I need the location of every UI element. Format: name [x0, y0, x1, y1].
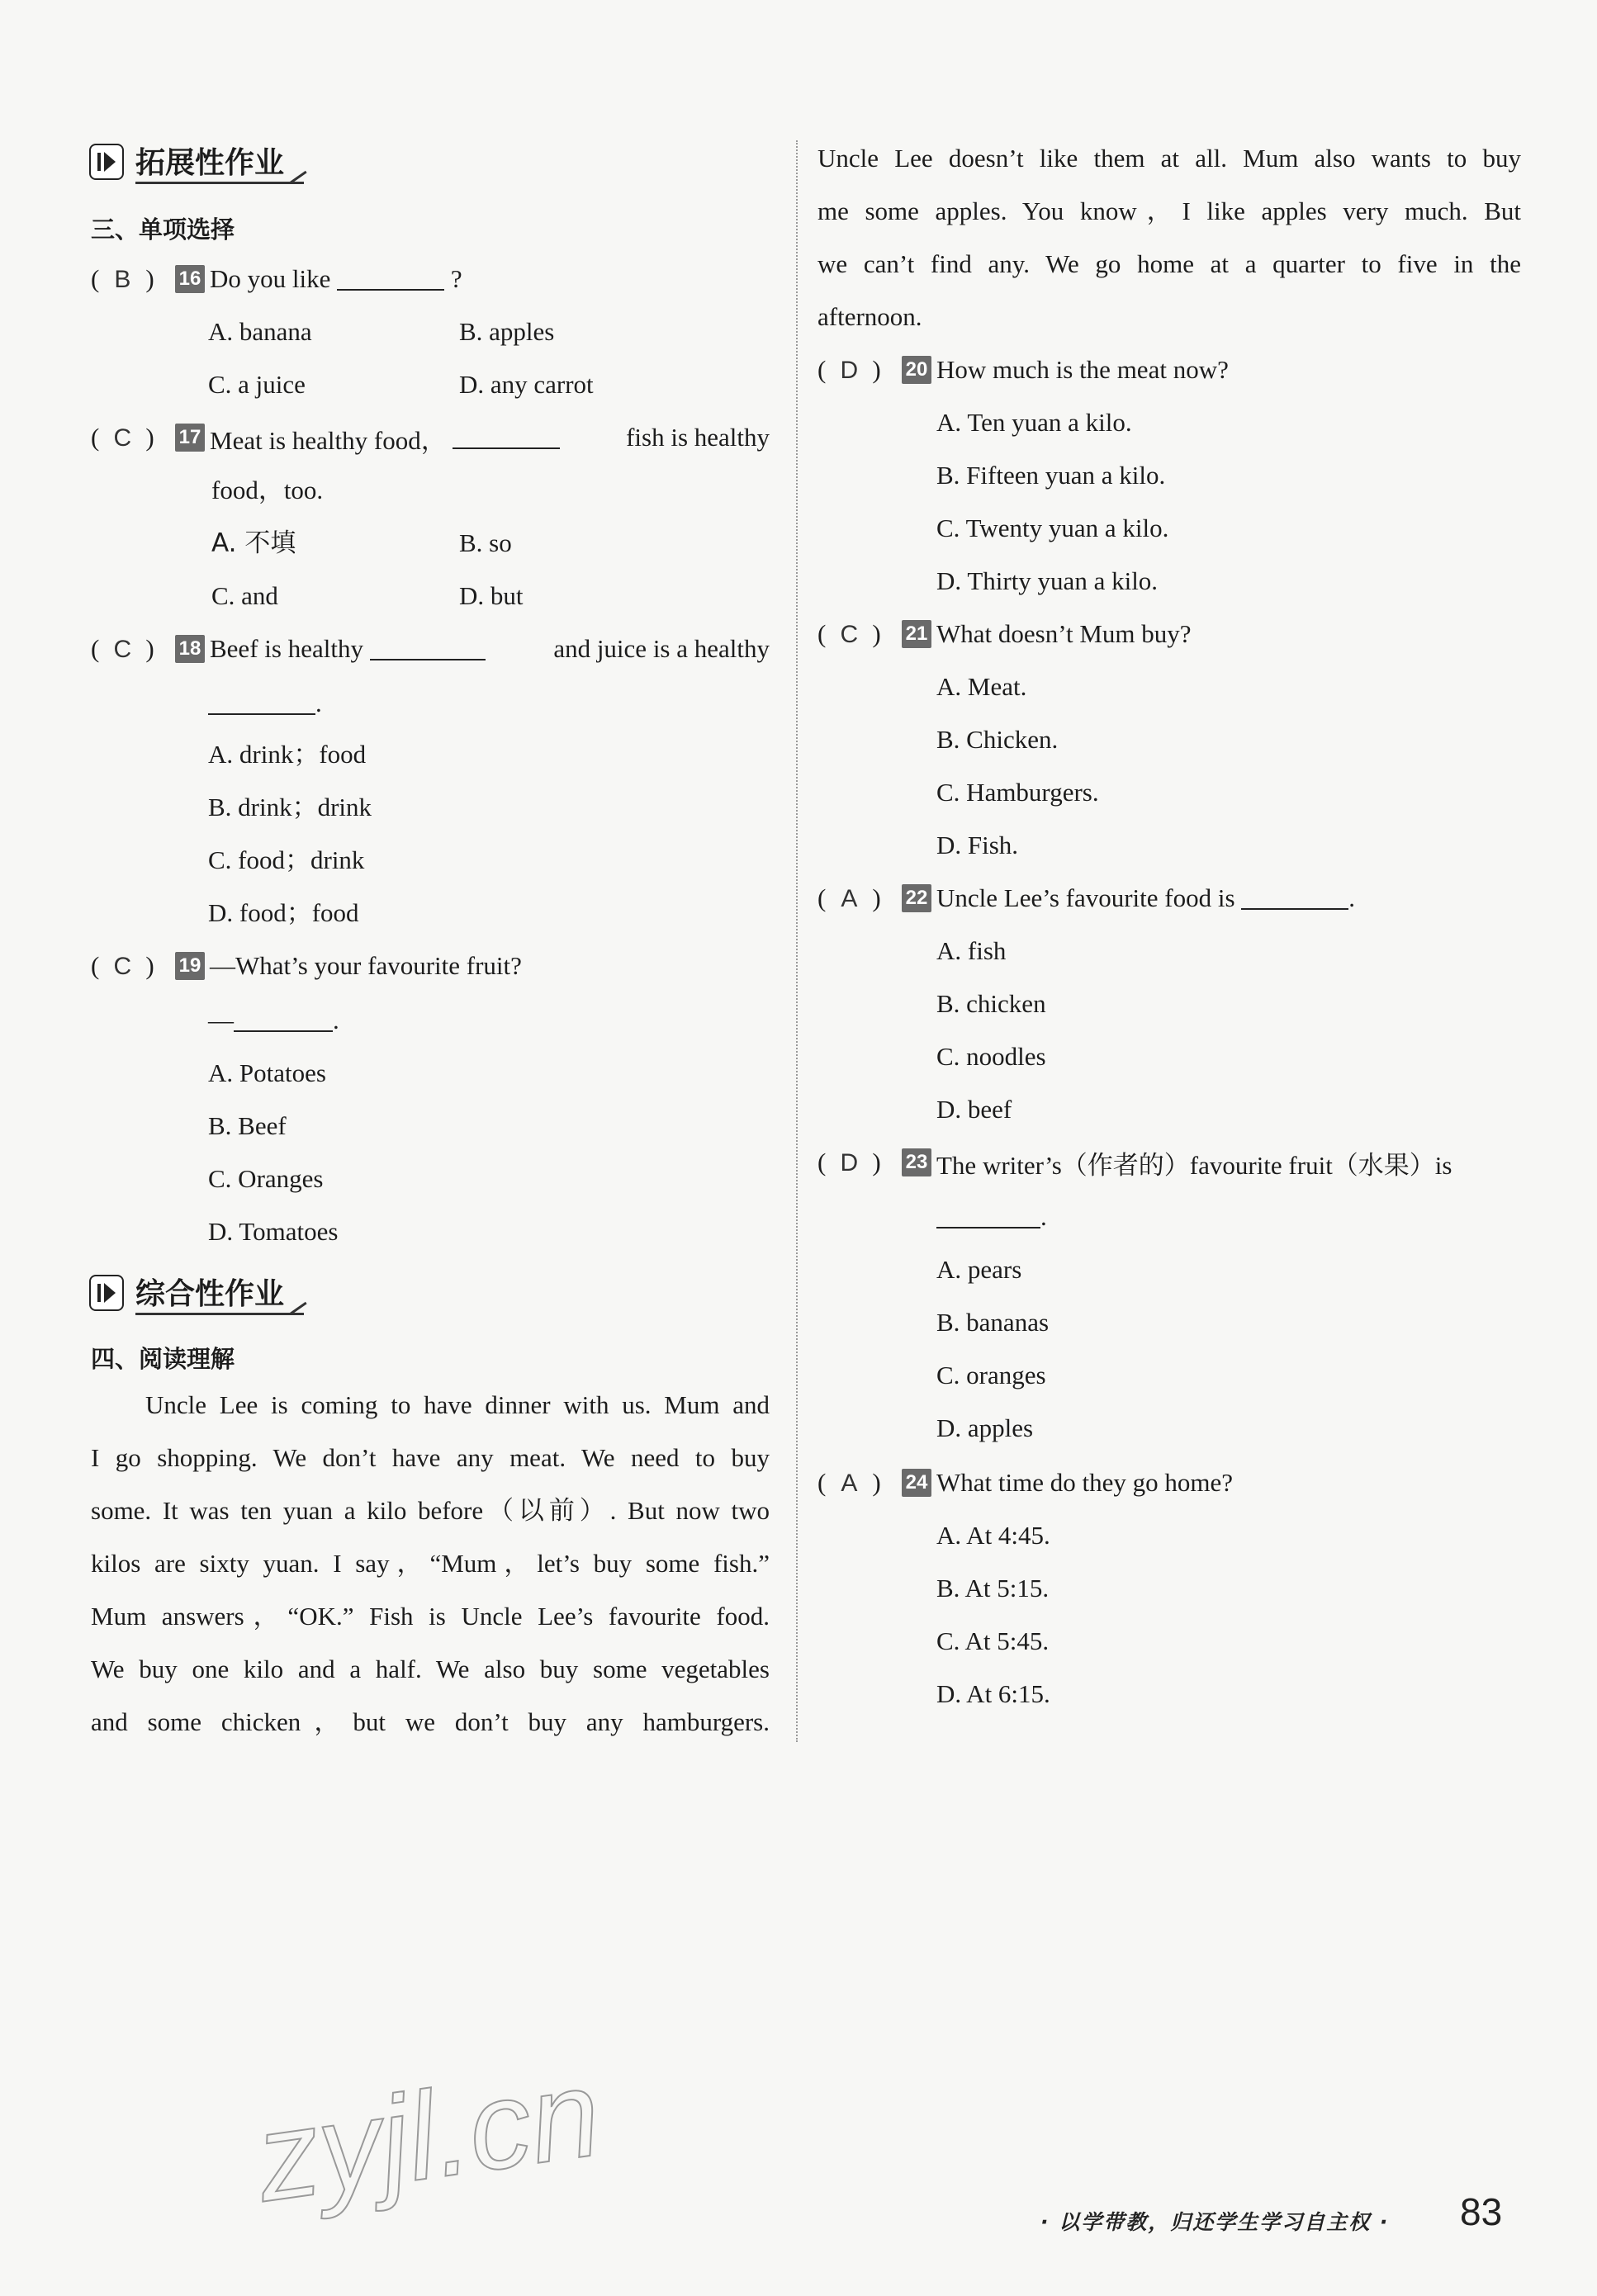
question-17: ( C ) 17 Meat is healthy food， fish is healthy: [91, 423, 770, 455]
question-number: 16: [175, 265, 205, 293]
question-23: ( D ) 23 The writer’s（作者的）favourite fruit（水果）is: [817, 1148, 1452, 1180]
option-c: C. At 5:45.: [936, 1626, 1050, 1655]
answer-blank: [1241, 887, 1348, 910]
option-c: C. oranges: [936, 1361, 1046, 1389]
option-b: B. At 5:15.: [936, 1574, 1050, 1602]
question-21: ( C ) 21 What doesn’t Mum buy?: [817, 619, 1192, 648]
option-a: A. Meat.: [936, 672, 1027, 701]
passage-line: some. It was ten yuan a kilo before（以前）. But now two: [91, 1496, 770, 1525]
answer-17: C: [113, 424, 132, 452]
answer-18: C: [113, 636, 132, 663]
option-c: C. noodles: [936, 1042, 1046, 1071]
section-title: 拓展性作业: [135, 140, 304, 184]
option-d: D. but: [459, 581, 524, 610]
footer-motto: · 以学带教，归还学生学习自主权 ·: [1040, 2210, 1390, 2234]
section-subtitle: 四、阅读理解: [91, 1345, 235, 1373]
option-c: C. food；drink: [208, 845, 365, 874]
passage-line: and some chicken，but we don’t buy any hamburgers.: [91, 1707, 770, 1736]
option-a: A. drink；food: [208, 740, 367, 769]
section-header-comprehensive: [89, 1270, 304, 1316]
option-a: A. 不填: [211, 528, 296, 558]
option-a: A. At 4:45.: [936, 1521, 1050, 1550]
answer-22: A: [841, 885, 858, 912]
answer-20: D: [840, 357, 859, 384]
option-d: D. At 6:15.: [936, 1679, 1050, 1708]
question-19: ( C ) 19 —What’s your favourite fruit?: [91, 951, 522, 980]
option-d: D. Fish.: [936, 831, 1019, 859]
option-c: C. Twenty yuan a kilo.: [936, 514, 1169, 542]
passage-line: We buy one kilo and a half. We also buy some vegetables: [91, 1655, 770, 1683]
question-18: ( C ) 18 Beef is healthy and juice is a healthy: [91, 634, 770, 663]
option-b: B. so: [459, 528, 512, 557]
option-c: C. a juice: [208, 370, 306, 399]
passage-line: me some apples. You know，I like apples very much. But: [817, 196, 1521, 225]
question-23-continued: .: [936, 1200, 1047, 1233]
question-19-reply: — .: [208, 1006, 339, 1034]
option-c: C. Hamburgers.: [936, 778, 1099, 807]
passage-line: I go shopping. We don’t have any meat. We need to buy: [91, 1443, 770, 1472]
question-number: 22: [902, 884, 931, 912]
option-b: B. Chicken.: [936, 725, 1059, 754]
option-b: B. chicken: [936, 989, 1046, 1018]
answer-blank: [453, 426, 560, 449]
passage-line: Uncle Lee is coming to have dinner with us. Mum and: [145, 1390, 770, 1419]
page-number: 83: [1460, 2190, 1503, 2233]
option-a: A. Potatoes: [208, 1058, 326, 1087]
passage-line: we can’t find any. We go home at a quarter to five in the: [817, 249, 1521, 278]
option-c: C. Oranges: [208, 1164, 324, 1193]
option-a: A. fish: [936, 936, 1007, 965]
option-d: D. Tomatoes: [208, 1217, 339, 1246]
option-d: D. food；food: [208, 898, 359, 927]
answer-24: A: [841, 1470, 858, 1497]
passage-line: Mum answers，“OK.” Fish is Uncle Lee’s favourite food.: [91, 1602, 770, 1631]
option-a: A. Ten yuan a kilo.: [936, 408, 1132, 437]
answer-blank: [370, 637, 486, 660]
answer-blank: [234, 1009, 333, 1032]
question-number: 19: [175, 952, 205, 980]
question-18-continued: .: [208, 687, 322, 720]
question-16: ( B ) 16 Do you like ?: [91, 264, 462, 293]
watermark-logo: zyjl.cn: [248, 2042, 609, 2228]
answer-16: B: [114, 266, 131, 293]
question-20: ( D ) 20 How much is the meat now?: [817, 355, 1229, 384]
option-d: D. beef: [936, 1095, 1012, 1124]
option-b: B. bananas: [936, 1308, 1050, 1337]
answer-blank: [936, 1205, 1040, 1228]
passage-line: Uncle Lee doesn’t like them at all. Mum also wants to buy: [817, 144, 1521, 173]
answer-blank: [337, 267, 444, 291]
option-d: D. Thirty yuan a kilo.: [936, 566, 1159, 595]
question-number: 18: [175, 635, 205, 663]
option-d: D. apples: [936, 1413, 1034, 1442]
option-a: A. pears: [936, 1255, 1022, 1284]
question-number: 21: [902, 620, 931, 648]
answer-19: C: [113, 953, 132, 980]
option-c: C. and: [211, 581, 278, 610]
question-17-continued: food，too.: [211, 476, 324, 504]
column-divider: [796, 140, 798, 1742]
option-d: D. any carrot: [459, 370, 594, 399]
option-b: B. apples: [459, 317, 555, 346]
question-number: 23: [902, 1148, 931, 1176]
question-number: 20: [902, 356, 931, 384]
passage-line: kilos are sixty yuan. I say，“Mum，let’s buy some fish.”: [91, 1549, 770, 1578]
arrow-icon: [89, 144, 124, 180]
passage-line: afternoon.: [817, 302, 922, 331]
section-header-extension: [89, 139, 304, 185]
question-24: ( A ) 24 What time do they go home?: [817, 1468, 1233, 1497]
answer-21: C: [840, 621, 859, 648]
question-22: ( A ) 22 Uncle Lee’s favourite food is .: [817, 883, 1356, 912]
option-a: A. banana: [208, 317, 312, 346]
question-number: 17: [175, 424, 205, 452]
section-title: 综合性作业: [135, 1271, 304, 1315]
section-subtitle: 三、单项选择: [91, 215, 235, 244]
answer-blank: [208, 692, 315, 715]
answer-23: D: [840, 1149, 859, 1176]
question-number: 24: [902, 1469, 931, 1497]
arrow-icon: [89, 1275, 124, 1311]
option-b: B. Beef: [208, 1111, 287, 1140]
option-b: B. Fifteen yuan a kilo.: [936, 461, 1166, 490]
option-b: B. drink；drink: [208, 793, 372, 821]
